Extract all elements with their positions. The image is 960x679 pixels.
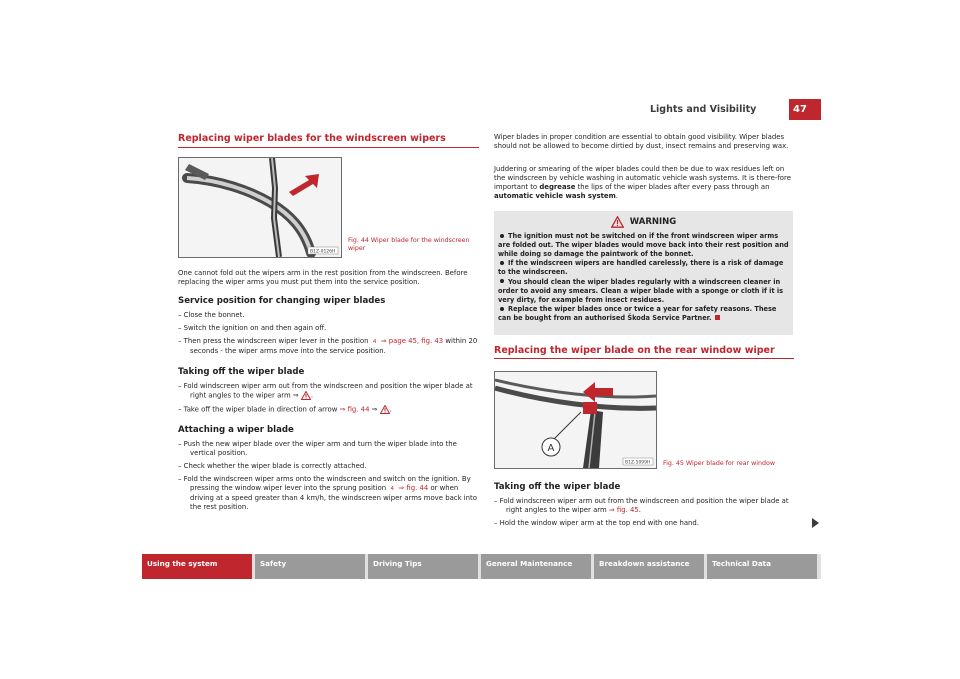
warning-header	[494, 216, 793, 228]
warning-triangle-icon	[611, 216, 624, 228]
page-number: 47	[789, 99, 821, 120]
taking-off-steps	[178, 382, 479, 414]
service-step-2: – Switch the ignition on and then again off.	[178, 324, 327, 332]
section-rule	[494, 358, 794, 359]
bullet-icon	[500, 261, 504, 265]
rear-step-1: – Fold windscreen wiper arm out from the windscreen and position the wiper blade at right angles to the wiper arm ⇒ fig. 45.	[494, 497, 789, 514]
service-step-3: – Then press the windscreen wiper lever in the position 4 ⇒ page 45, fig. 43 within 20 seconds - the wiper arms move into the service position.	[178, 337, 478, 355]
tab-breakdown-assistance[interactable]: Breakdown assistance	[594, 554, 704, 579]
section-rule	[178, 147, 479, 148]
figure-45-image	[494, 371, 657, 469]
attaching-title: Attaching a wiper blade	[178, 425, 294, 435]
label-a: A	[547, 443, 555, 454]
end-of-section-icon	[715, 315, 720, 320]
section-title-rear-window: Replacing the wiper blade on the rear window wiper	[494, 345, 775, 356]
link-fig44[interactable]: ⇒ fig. 44	[398, 484, 429, 492]
tab-general-maintenance[interactable]: General Maintenance	[481, 554, 591, 579]
warning-box	[494, 211, 793, 335]
figure-45-code: B1Z-5099H	[625, 460, 651, 466]
warning-items	[494, 228, 793, 323]
link-fig44[interactable]: ⇒ fig. 44	[339, 405, 370, 413]
rear-taking-off-steps	[494, 497, 794, 528]
figure-45-caption: Fig. 45 Wiper blade for rear window	[663, 460, 776, 467]
next-page-arrow-icon[interactable]	[812, 518, 819, 528]
taking-off-step-1: – Fold windscreen wiper arm out from the windscreen and position the wiper blade at right angles to the wiper arm ⇒ .	[178, 382, 473, 400]
wiper-blade-illustration	[179, 158, 341, 257]
footer-nav	[142, 554, 821, 579]
running-header-title: Lights and Visibility	[650, 104, 757, 115]
figure-44-image	[178, 157, 342, 258]
section-title-windscreen: Replacing wiper blades for the windscreen wipers	[178, 133, 446, 144]
figure-44-code: B1Z-0126H	[310, 249, 336, 255]
bullet-icon	[500, 307, 504, 311]
wiper-condition-paragraph: Wiper blades in proper condition are essential to obtain good visibility. Wiper blades should not be allowed to become dirtied by dust, insect remains and preserving wax.	[494, 133, 789, 150]
rear-step-2: – Hold the window wiper arm at the top end with one hand.	[494, 519, 699, 527]
tab-driving-tips[interactable]: Driving Tips	[368, 554, 478, 579]
warning-item-3: You should clean the wiper blades regularly with a windscreen cleaner in order to avoid any smears. Clean a wiper blade with a sponge or cloth if it is very dirty, for example from insect residues.	[498, 277, 784, 304]
warning-item-4: Replace the wiper blades once or twice a year for safety reasons. These can be bought from an authorised Škoda Service Partner.	[498, 305, 777, 323]
service-step-1: – Close the bonnet.	[178, 311, 245, 319]
tab-safety[interactable]: Safety	[255, 554, 365, 579]
rear-wiper-illustration	[495, 372, 656, 468]
attaching-steps	[178, 440, 479, 512]
attaching-step-2: – Check whether the wiper blade is correctly attached.	[178, 462, 367, 470]
taking-off-title: Taking off the wiper blade	[178, 367, 305, 377]
warning-icon[interactable]	[301, 391, 311, 400]
intro-paragraph: One cannot fold out the wipers arm in the rest position from the windscreen. Before replacing the wiper arms you must put them into the service position.	[178, 269, 468, 286]
link-fig45[interactable]: ⇒ fig. 45	[608, 506, 639, 514]
taking-off-step-2: – Take off the wiper blade in direction of arrow ⇒ fig. 44 ⇒ .	[178, 405, 392, 413]
warning-item-2: If the windscreen wipers are handled carelessly, there is a risk of damage to the windscreen.	[498, 259, 784, 277]
juddering-paragraph: Juddering or smearing of the wiper blades could then be due to wax residues left on the windscreen by vehicle washing in automatic vehicle wash systems. It is there-fore important to degrease the lips of the wiper blades after every pass through an automatic vehicle wash system.	[494, 165, 791, 200]
figure-44-caption: Fig. 44 Wiper blade for the windscreen wiper	[348, 237, 470, 252]
tab-using-the-system[interactable]: Using the system	[142, 554, 252, 579]
lever-position-number: 4	[390, 486, 395, 492]
link-page45-fig43[interactable]: ⇒ page 45, fig. 43	[380, 337, 444, 345]
warning-item-1: The ignition must not be switched on if the front windscreen wiper arms are folded out. The wiper blades would move back into their rest position and while doing so damage the paintwork of the bonnet.	[498, 232, 789, 258]
attaching-step-1: – Push the new wiper blade over the wiper arm and turn the wiper blade into the vertical position.	[178, 440, 457, 457]
bullet-icon	[500, 279, 504, 283]
service-steps	[178, 311, 479, 356]
warning-title: WARNING	[629, 217, 677, 227]
attaching-step-3: – Fold the windscreen wiper arms onto the windscreen and switch on the ignition. By pressing the window wiper lever into the sprung position 4 ⇒ fig. 44 or when driving at a speed greater than 4 km/h, the windscreen wiper arms move back into the rest position.	[178, 475, 477, 511]
rear-taking-off-title: Taking off the wiper blade	[494, 482, 621, 492]
warning-icon[interactable]	[380, 405, 390, 414]
tab-technical-data[interactable]: Technical Data	[707, 554, 817, 579]
lever-position-number: 4	[372, 339, 377, 345]
service-position-title: Service position for changing wiper blades	[178, 296, 386, 306]
bullet-icon	[500, 234, 504, 238]
